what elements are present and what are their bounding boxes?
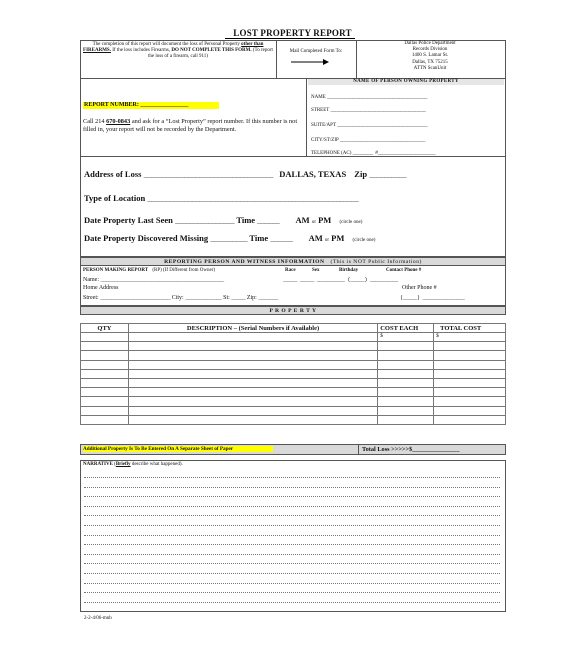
- cost-each-cell[interactable]: [378, 360, 434, 369]
- description-header-label: DESCRIPTION: [186, 324, 233, 332]
- title-underline: [225, 38, 355, 39]
- description-cell[interactable]: [128, 378, 377, 387]
- cost-each-cell[interactable]: [378, 351, 434, 360]
- narrative-line[interactable]: [84, 477, 500, 478]
- circle-one-note-2: (circle one): [352, 238, 376, 243]
- property-row: [81, 342, 506, 351]
- address-of-loss-input[interactable]: ___________________________________: [143, 172, 274, 180]
- reporting-name-row: [83, 276, 224, 284]
- rp-other-phone-input[interactable]: (_____) _______________: [400, 294, 465, 301]
- qty-cell[interactable]: [81, 342, 129, 351]
- loss-city: DALLAS, TEXAS: [279, 169, 347, 179]
- arrow-right-icon: [290, 58, 330, 66]
- person-making-report-note: (RP) (If Different from Owner): [152, 268, 216, 273]
- header-vdivider-3: [356, 40, 357, 78]
- cost-each-cell[interactable]: [378, 415, 434, 424]
- cost-each-cell[interactable]: $: [378, 333, 434, 342]
- owner-name-field[interactable]: [311, 94, 503, 101]
- total-cost-cell[interactable]: [434, 397, 506, 406]
- owner-city-field[interactable]: [311, 137, 503, 144]
- description-cell[interactable]: [128, 360, 377, 369]
- description-cell[interactable]: [128, 342, 377, 351]
- narrative-briefly: Briefly: [115, 462, 131, 467]
- call-suffix: and ask for a “Lost Property” report number. If this number is not filled in, your report will not be recorded by the Department.: [83, 118, 298, 133]
- narrative-instructions: describe what happened).: [131, 462, 183, 467]
- pm-option[interactable]: PM: [318, 215, 332, 225]
- rp-name-label: Name:: [83, 277, 99, 283]
- qty-cell[interactable]: [81, 333, 129, 342]
- circle-one-note: (circle one): [339, 220, 363, 225]
- rp-zip-label: Zip:: [246, 295, 257, 301]
- property-row: [81, 397, 506, 406]
- race-label: Race: [285, 268, 296, 273]
- total-cost-cell[interactable]: [434, 369, 506, 378]
- total-cost-cell[interactable]: [434, 342, 506, 351]
- contact-phone-label: Contact Phone #: [386, 268, 422, 273]
- qty-header: QTY: [81, 324, 129, 333]
- type-of-location-row: [84, 193, 504, 204]
- date-missing-label: Date Property Discovered Missing: [84, 233, 209, 243]
- description-cell[interactable]: [128, 333, 377, 342]
- rp-city-label: City:: [171, 295, 184, 301]
- total-cost-cell[interactable]: [434, 351, 506, 360]
- intro-text: [83, 42, 273, 61]
- owner-city-label: CITY/ST/ZIP: [311, 138, 339, 143]
- total-cost-cell[interactable]: $: [434, 333, 506, 342]
- mail-label: Mail Completed Form To:: [289, 49, 343, 54]
- description-cell[interactable]: [128, 415, 377, 424]
- qty-cell[interactable]: [81, 397, 129, 406]
- or-text: or: [311, 220, 316, 225]
- total-cost-label: TOTAL COST: [440, 324, 482, 332]
- rp-state-label: St:: [223, 295, 230, 301]
- address-line-2: Records Division: [412, 47, 448, 53]
- address-line-4: Dallas, TX 75215: [412, 59, 448, 65]
- total-cost-cell[interactable]: [434, 406, 506, 415]
- narrative-line[interactable]: [84, 535, 500, 536]
- address-line-5: ATTN ScanUnit: [413, 65, 447, 71]
- am-option[interactable]: AM: [295, 215, 310, 225]
- birthday-label: Birthday: [339, 268, 359, 273]
- intro-part-2: other than FIREARMS.: [83, 42, 264, 54]
- page-title: LOST PROPERTY REPORT: [233, 28, 352, 38]
- narrative-paren: (: [114, 462, 116, 467]
- property-row: [81, 378, 506, 387]
- description-header: [128, 324, 377, 333]
- description-header-note: – (Serial Numbers if Available): [233, 324, 320, 332]
- narrative-line[interactable]: [84, 573, 500, 574]
- owner-city-line: __________________________________: [339, 137, 425, 143]
- date-last-seen-label: Date Property Last Seen: [84, 215, 173, 225]
- owner-phone-label: TELEPHONE (AC): [311, 151, 352, 156]
- rp-demographics-input[interactable]: _____ _____ __________ (_____) __________: [283, 276, 398, 283]
- header-divider: [80, 78, 306, 79]
- am-option-2[interactable]: AM: [308, 233, 323, 243]
- property-row: [81, 333, 506, 342]
- address-line-3: 1400 S. Lamar St.: [411, 53, 449, 59]
- owner-header: NAME OF PERSON OWNING PROPERTY: [308, 79, 504, 85]
- totals-divider: [358, 444, 359, 455]
- property-row: [81, 369, 506, 378]
- time-missing-input[interactable]: ______: [270, 236, 293, 244]
- rp-zip-input[interactable]: _______: [258, 294, 278, 301]
- sex-label: Sex: [312, 268, 320, 273]
- description-cell[interactable]: [128, 406, 377, 415]
- narrative-line[interactable]: [84, 554, 500, 555]
- property-row: [81, 360, 506, 369]
- reporting-band-title: REPORTING PERSON AND WITNESS INFORMATION: [164, 259, 325, 265]
- type-of-location-label: Type of Location: [84, 193, 146, 203]
- description-cell[interactable]: [128, 351, 377, 360]
- narrative-line[interactable]: [84, 496, 500, 497]
- total-loss-field[interactable]: Total Loss >>>>>$_______________: [362, 446, 460, 453]
- total-cost-cell[interactable]: [434, 378, 506, 387]
- address-of-loss-label: Address of Loss: [84, 169, 142, 179]
- qty-cell[interactable]: [81, 351, 129, 360]
- narrative-label-row: [83, 462, 183, 468]
- date-missing-input[interactable]: __________: [210, 236, 248, 244]
- intro-part-3: If the loss includes Firearms,: [112, 48, 171, 54]
- cost-each-cell[interactable]: [378, 397, 434, 406]
- narrative-label: NARRATIVE: [83, 462, 113, 467]
- cost-each-cell[interactable]: [378, 406, 434, 415]
- date-missing-row: [84, 233, 504, 244]
- rp-street-label: Street:: [83, 295, 99, 301]
- qty-cell[interactable]: [81, 360, 129, 369]
- other-phone-label: Other Phone #: [402, 285, 437, 291]
- rp-city-input[interactable]: _____________: [185, 294, 222, 301]
- mailing-address: [360, 41, 500, 72]
- intro-part-5: (To report the loss of a firearm, call 911): [148, 48, 273, 60]
- pm-option-2[interactable]: PM: [331, 233, 345, 243]
- intro-part-4: DO NOT COMPLETE THIS FORM.: [171, 48, 252, 54]
- cost-each-cell[interactable]: [378, 378, 434, 387]
- reporting-street-row: [83, 294, 278, 302]
- address-line-1: Dallas Police Department: [404, 41, 456, 46]
- rp-street-input[interactable]: _________________________: [100, 294, 171, 301]
- owner-name-label: NAME: [311, 95, 326, 100]
- owner-phone-line: ________ #_______________________: [352, 150, 436, 156]
- time-last-seen-label: Time: [236, 215, 256, 225]
- rp-state-input[interactable]: _____: [231, 294, 246, 301]
- call-prefix: Call 214: [83, 118, 105, 125]
- owner-name-line: ________________________________________: [326, 94, 428, 100]
- time-last-seen-input[interactable]: ______: [257, 218, 280, 226]
- total-cost-header: [434, 324, 506, 333]
- report-number-field[interactable]: REPORT NUMBER: ________________: [83, 102, 219, 109]
- owner-suite-field[interactable]: [311, 122, 503, 129]
- qty-cell[interactable]: [81, 378, 129, 387]
- call-number: 670-0843: [106, 118, 131, 125]
- cost-each-header: [378, 324, 434, 333]
- qty-cell[interactable]: [81, 415, 129, 424]
- narrative-line[interactable]: [84, 592, 500, 593]
- qty-cell[interactable]: [81, 406, 129, 415]
- owner-street-field[interactable]: [311, 107, 503, 114]
- narrative-line[interactable]: [84, 506, 500, 507]
- call-instructions: [83, 118, 303, 134]
- owner-suite-label: SUITE/APT: [311, 123, 336, 128]
- date-last-seen-input[interactable]: ________________: [174, 218, 235, 226]
- or-text-2: or: [324, 238, 330, 243]
- owner-suite-line: ____________________________________: [337, 122, 428, 128]
- type-of-location-input[interactable]: _________________________________________________________: [147, 196, 359, 204]
- address-of-loss-row: [84, 169, 504, 180]
- narrative-line[interactable]: [84, 487, 500, 488]
- qty-cell[interactable]: [81, 369, 129, 378]
- narrative-line[interactable]: [84, 544, 500, 545]
- total-cost-cell[interactable]: [434, 388, 506, 397]
- header-vdivider-1: [276, 40, 277, 78]
- narrative-line[interactable]: [84, 583, 500, 584]
- cost-each-cell[interactable]: [378, 388, 434, 397]
- property-band: P R O P E R T Y: [80, 306, 506, 315]
- cost-each-label: COST EACH: [380, 324, 419, 332]
- narrative-line[interactable]: [84, 515, 500, 516]
- loss-zip-input[interactable]: __________: [369, 172, 407, 180]
- time-missing-label: Time: [249, 233, 269, 243]
- header-vdivider-2: [306, 78, 307, 157]
- narrative-line[interactable]: [84, 525, 500, 526]
- property-row: [81, 406, 506, 415]
- form-code: 2-2-4/06-mnb: [84, 616, 112, 621]
- property-row: [81, 388, 506, 397]
- property-table: [80, 323, 506, 425]
- owner-street-label: STREET: [311, 108, 330, 113]
- description-cell[interactable]: [128, 388, 377, 397]
- description-cell[interactable]: [128, 397, 377, 406]
- home-address-label: Home Address: [83, 285, 119, 291]
- narrative-section: [80, 460, 506, 612]
- intro-part-1: The completion of this report will document the loss of Personal Property: [92, 42, 240, 47]
- property-row: [81, 415, 506, 424]
- loss-zip-label: Zip: [354, 169, 368, 179]
- property-row: [81, 351, 506, 360]
- narrative-line[interactable]: [84, 602, 500, 603]
- additional-property-note: Additional Property Is To Be Entered On A Separate Sheet of Paper: [83, 446, 273, 452]
- cost-each-cell[interactable]: [378, 342, 434, 351]
- qty-cell[interactable]: [81, 388, 129, 397]
- reporting-band-note: (This is NOT Public Information): [330, 259, 422, 265]
- property-rows: [81, 333, 506, 425]
- total-cost-cell[interactable]: [434, 360, 506, 369]
- date-last-seen-row: [84, 215, 504, 226]
- description-cell[interactable]: [128, 369, 377, 378]
- owner-street-line: ______________________________________: [330, 107, 426, 113]
- person-making-report-label: PERSON MAKING REPORT: [83, 268, 149, 273]
- cost-each-cell[interactable]: [378, 369, 434, 378]
- narrative-line[interactable]: [84, 563, 500, 564]
- property-header-row: [81, 324, 506, 333]
- rp-name-input[interactable]: ____________________________________________: [100, 276, 224, 283]
- reporting-band: [80, 257, 506, 266]
- total-cost-cell[interactable]: [434, 415, 506, 424]
